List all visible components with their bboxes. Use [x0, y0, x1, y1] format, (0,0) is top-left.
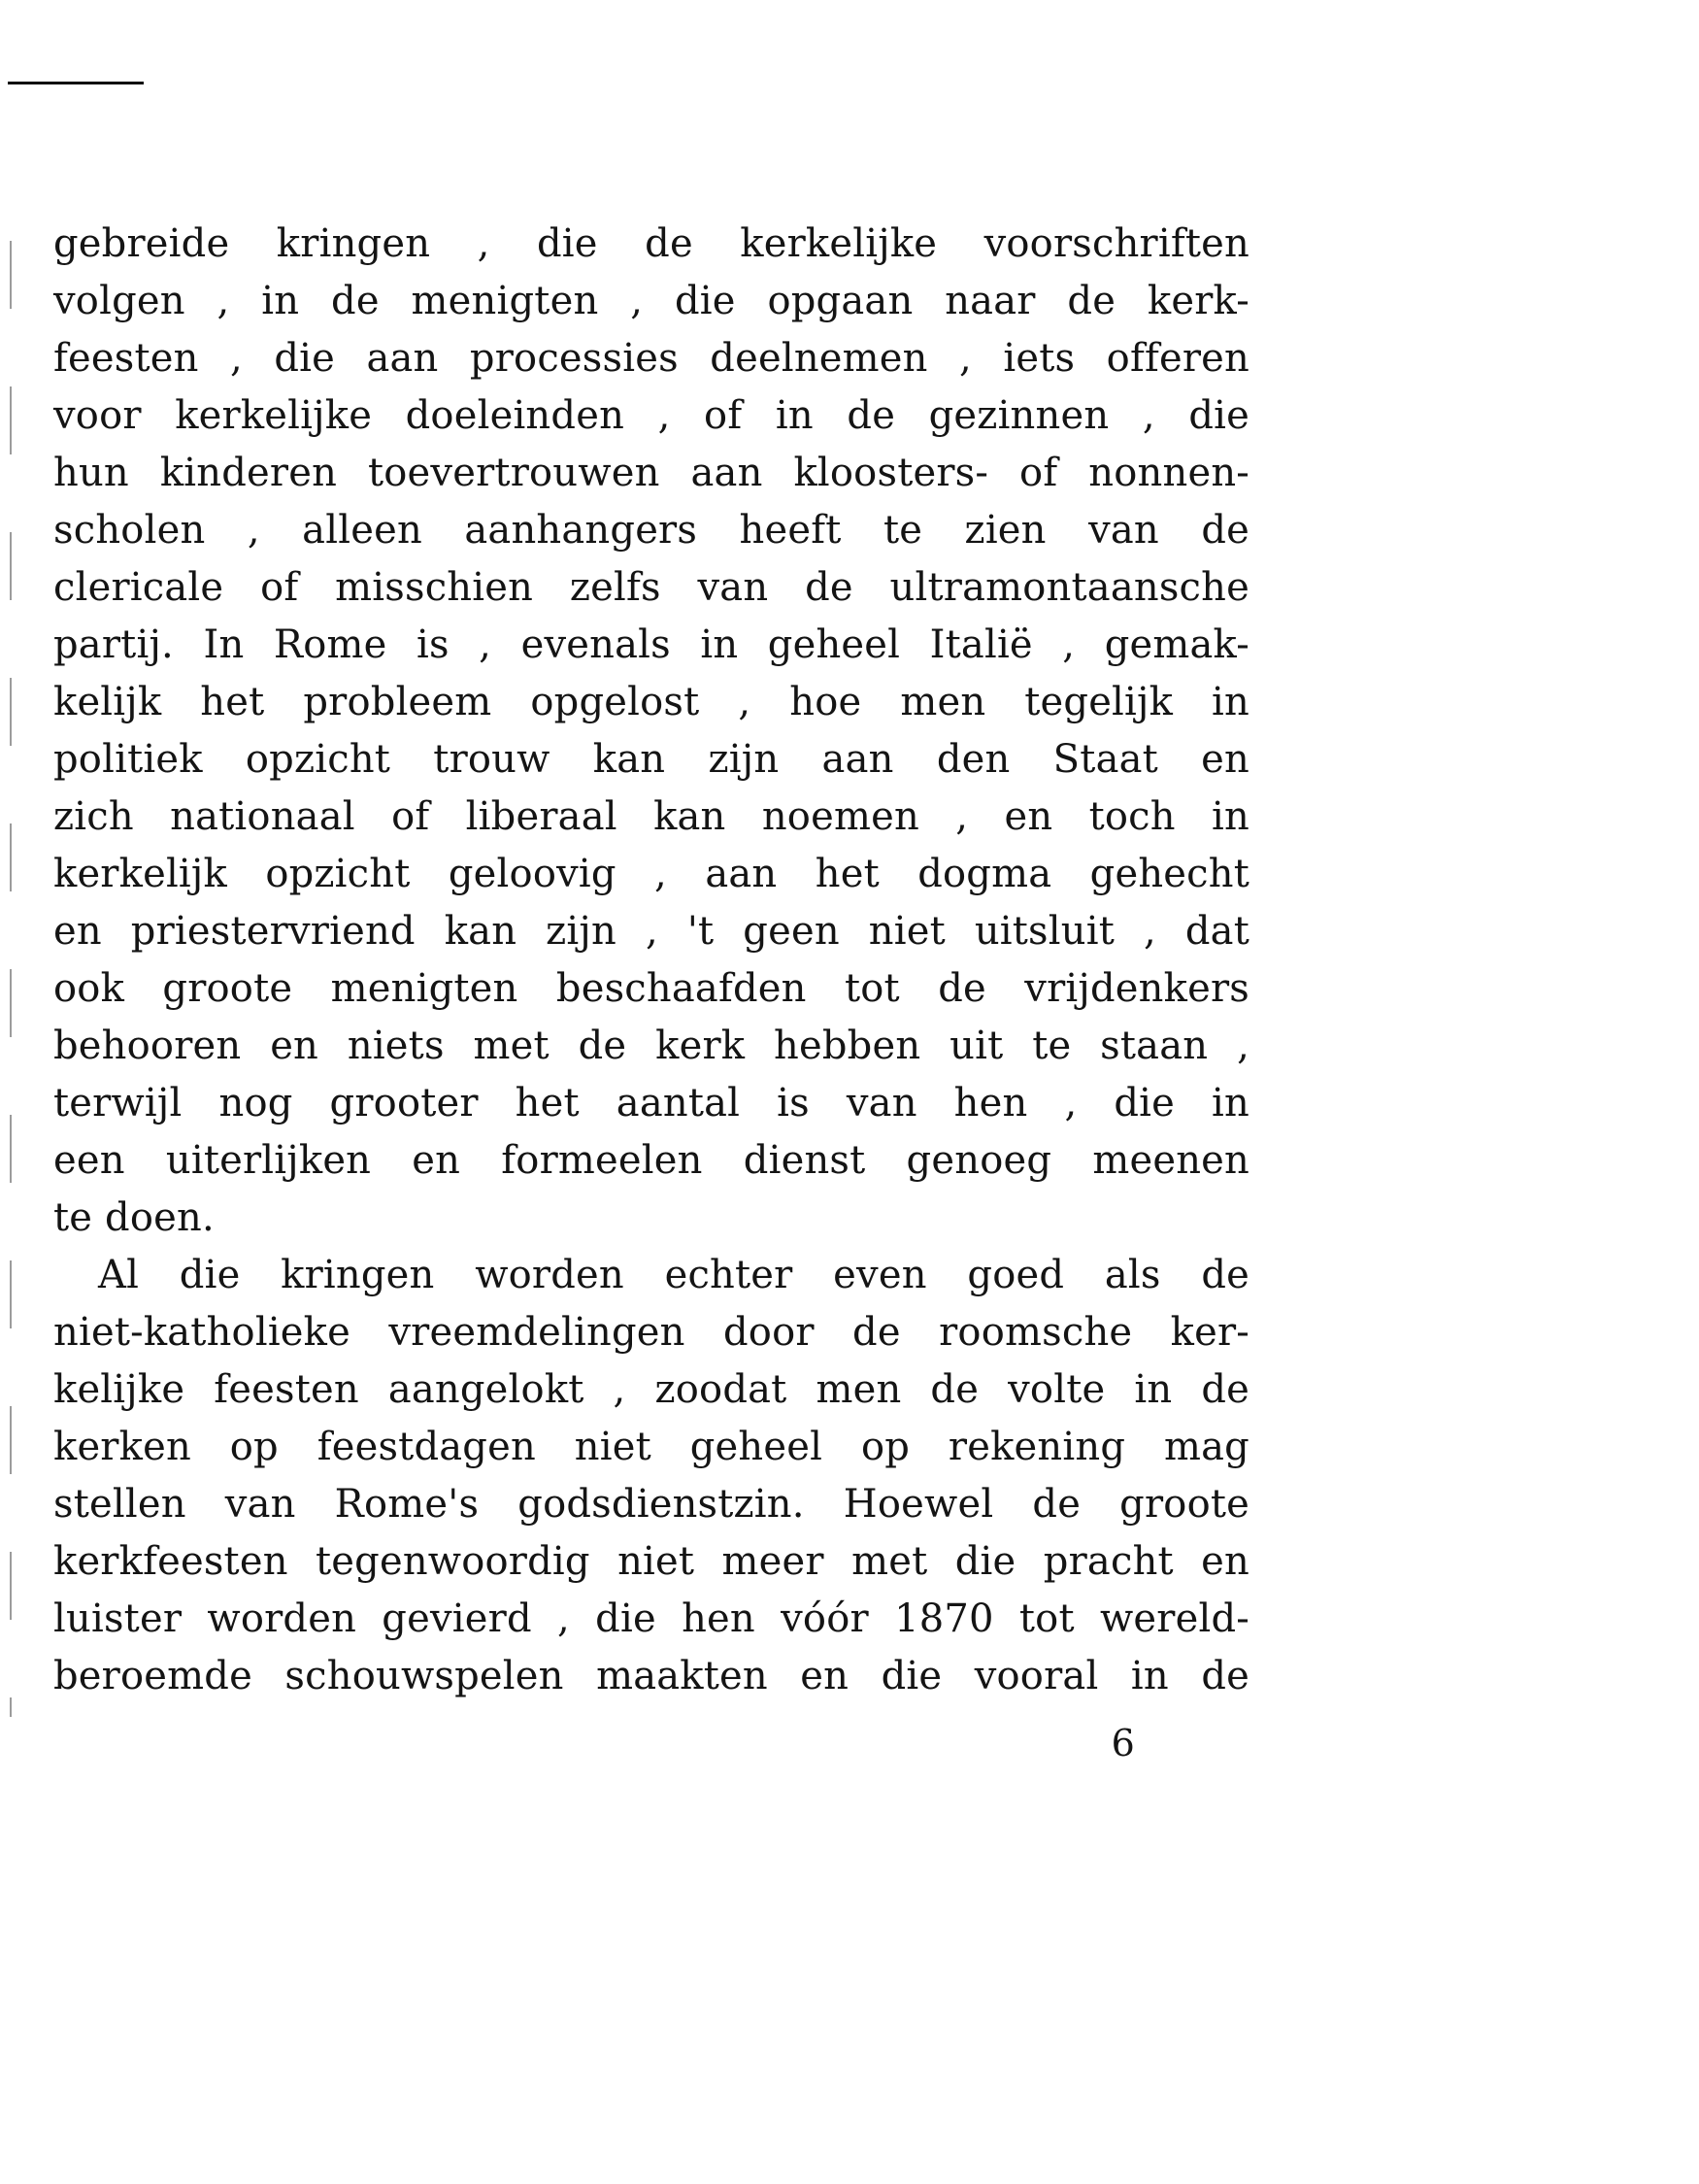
text-line: een uiterlijken en formeelen dienst genoeg meenen	[53, 1138, 1249, 1183]
text-line: Al die kringen worden echter even goed als de	[98, 1253, 1249, 1297]
text-line: te doen.	[53, 1195, 215, 1240]
text-line: kelijk het probleem opgelost , hoe men tegelijk in	[53, 680, 1249, 724]
text-line: terwijl nog grooter het aantal is van hen , die in	[53, 1081, 1249, 1126]
text-line: clericale of misschien zelfs van de ultramontaansche	[53, 565, 1249, 610]
text-line: gebreide kringen , die de kerkelijke voorschriften	[53, 221, 1249, 266]
text-line: beroemde schouwspelen maakten en die vooral in de	[53, 1654, 1249, 1698]
text-line: niet-katholieke vreemdelingen door de roomsche ker-	[53, 1310, 1249, 1355]
text-line: kelijke feesten aangelokt , zoodat men de volte in de	[53, 1367, 1249, 1412]
text-line: ook groote menigten beschaafden tot de vrijdenkers	[53, 966, 1249, 1011]
text-line: stellen van Rome's godsdienstzin. Hoewel de groote	[53, 1482, 1249, 1527]
text-line: en priestervriend kan zijn , 't geen niet uitsluit , dat	[53, 909, 1249, 954]
left-margin-line	[10, 241, 12, 1717]
text-line: volgen , in de menigten , die opgaan naar de kerk-	[53, 279, 1249, 323]
text-line: hun kinderen toevertrouwen aan kloosters- of nonnen-	[53, 451, 1249, 495]
text-line: zich nationaal of liberaal kan noemen , en toch in	[53, 794, 1249, 839]
text-line: feesten , die aan processies deelnemen , iets offeren	[53, 336, 1249, 381]
text-line: partij. In Rome is , evenals in geheel Italië , gemak-	[53, 622, 1249, 667]
text-line: luister worden gevierd , die hen vóór 1870 tot wereld-	[53, 1596, 1249, 1641]
text-line: kerkelijk opzicht geloovig , aan het dogma gehecht	[53, 852, 1249, 896]
text-block	[53, 216, 1249, 1772]
text-line: behooren en niets met de kerk hebben uit te staan ,	[53, 1024, 1249, 1068]
text-line: voor kerkelijke doeleinden , of in de gezinnen , die	[53, 393, 1249, 438]
text-line: kerken op feestdagen niet geheel op rekening mag	[53, 1425, 1249, 1469]
text-line: scholen , alleen aanhangers heeft te zien van de	[53, 508, 1249, 553]
text-line: politiek opzicht trouw kan zijn aan den Staat en	[53, 737, 1249, 782]
page-number: 6	[1111, 1722, 1135, 1764]
text-line: kerkfeesten tegenwoordig niet meer met die pracht en	[53, 1539, 1249, 1584]
top-rule	[8, 82, 144, 84]
